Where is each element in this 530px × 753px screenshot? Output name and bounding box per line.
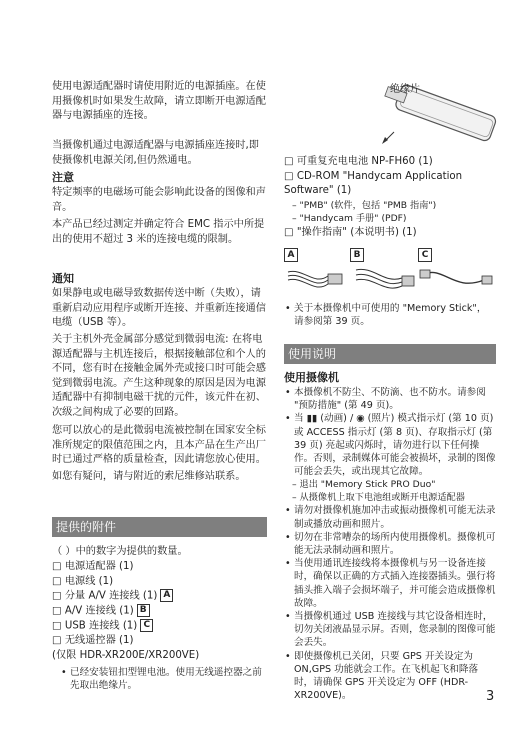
list-item: • 当摄像机通过 USB 连接线与其它设备相连时，切勿关闭液晶显示屏。否则，您录制的图像可能会丢失。 xyxy=(284,610,496,650)
page-number: 3 xyxy=(486,689,495,704)
accessories-list xyxy=(52,560,267,664)
cd-sub-2: – "Handycam 手册" (PDF) xyxy=(292,213,407,224)
list-item: □ 无线遥控器 (1) xyxy=(52,635,134,647)
sub-item: – 退出 "Memory Stick PRO Duo" xyxy=(292,479,436,491)
insulation-label: 绝缘片 xyxy=(390,84,420,95)
section-usage-title: 使用说明 xyxy=(284,344,496,364)
paragraph-power-outlet: 使用电源适配器时请使用附近的电源插座。在使用摄像机时如果发生故障，请立即断开电源适配器与电源插座的连接。 xyxy=(52,81,266,122)
list-item: □ 分量 A/V 连接线 (1) A xyxy=(52,589,267,604)
label-c-tag: C xyxy=(140,619,153,632)
usage-bullets xyxy=(284,386,496,702)
list-item: □ CD-ROM "Handycam Application Software" (1) xyxy=(284,170,463,197)
cable-label-c: C xyxy=(418,248,432,262)
cable-label-b: B xyxy=(350,248,364,262)
paragraph-emc: 本产品已经过测定并确定符合 EMC 指示中所提出的使用不超过 3 米的连接电缆的限制。 xyxy=(52,219,265,245)
battery-note: • 已经安装钮扣型锂电池。使用无线遥控器之前先取出绝缘片。 xyxy=(60,666,270,692)
cables-illustration xyxy=(284,262,496,296)
label-b-tag: B xyxy=(137,604,150,617)
accessories-list-continued xyxy=(284,155,496,199)
paragraph-emf: 特定频率的电磁场可能会影响此设备的图像和声音。 xyxy=(52,187,266,213)
section-accessories-title: 提供的附件 xyxy=(52,517,267,537)
list-item: • 即使摄像机已关闭，只要 GPS 开关设定为 ON,GPS 功能就会工作。在飞机起飞和降落时，请确保 GPS 开关设定为 OFF (HDR-XR200VE)。 xyxy=(284,650,496,703)
list-item: • 请勿对摄像机施加冲击或振动摄像机可能无法录制或播放动画和照片。 xyxy=(284,504,496,530)
heading-attention: 注意 xyxy=(52,171,74,184)
list-item: □ 可重复充电电池 NP-FH60 (1) xyxy=(284,156,433,167)
list-item: (仅限 HDR-XR200E/XR200VE) xyxy=(52,650,200,662)
paragraph-contact: 如您有疑问，请与附近的索尼维修站联系。 xyxy=(52,471,246,482)
paragraph-safety: 您可以放心的是此微弱电流被控制在国家安全标准所规定的限值范围之内，且本产品在生产出厂时已通过严格的质量检查，因此请您放心使用。 xyxy=(52,425,266,466)
label-a-tag: A xyxy=(160,589,173,602)
list-item: □ 电源线 (1) xyxy=(52,575,114,587)
sub-item: – 从摄像机上取下电池组或断开电源适配器 xyxy=(292,492,465,504)
paragraph-power-on: 当摄像机通过电源适配器与电源插座连接时,即使摄像机电源关闭,但仍然通电。 xyxy=(52,140,259,166)
accessories-intro: （ ）中的数字为提供的数量。 xyxy=(52,546,188,557)
memory-stick-note: • 关于本摄像机中可使用的 "Memory Stick"，请参阅第 39 页。 xyxy=(284,302,494,328)
paragraph-current: 关于主机外壳金属部分感觉到微弱电流: 在将电源适配器与主机连接后，根据接触部位和个人的不同，您有时在接触金属外壳或接口时可能会感觉到微弱电流。产生这种现象的原因是因为电源适配器中有抑制电磁干扰的元件，该元件在初、次级之间构成了必要的回路。 xyxy=(52,334,266,418)
paragraph-static: 如果静电或电磁导致数据传送中断（失败），请重新启动应用程序或断开连接、并重新连接通信电缆（USB 等）。 xyxy=(52,288,266,329)
list-item: □ USB 连接线 (1) C xyxy=(52,619,267,634)
list-item: • 当 ▮▮ (动画) / ◉ (照片) 模式指示灯 (第 10 页) 或 ACCESS 指示灯 (第 8 页)、存取指示灯 (第 39 页) 亮起或闪烁时，请勿进行以下任何操作。否则，录制媒体可能会被损坏，录制的图像可能会丢失，或出现其它故障。 xyxy=(284,412,496,478)
list-item: □ A/V 连接线 (1) B xyxy=(52,604,267,619)
list-item: • 当使用通讯连接线将本摄像机与另一设备连接时，确保以正确的方式插入连接器插头。强行将插头推入端子会损坏端子，并可能会造成摄像机故障。 xyxy=(284,557,496,610)
list-item: □ 电源适配器 (1) xyxy=(52,561,134,572)
list-item: □ "操作指南" (本说明书) (1) xyxy=(284,227,417,238)
heading-using-camera: 使用摄像机 xyxy=(284,371,339,384)
list-item: • 本摄像机不防尘、不防滴、也不防水。请参阅 "预防措施" (第 49 页)。 xyxy=(284,386,496,412)
cd-sub-1: – "PMB" (软件，包括 "PMB 指南") xyxy=(292,200,437,211)
cable-label-a: A xyxy=(284,248,298,262)
list-item: • 切勿在非常嘈杂的场所内使用摄像机。摄像机可能无法录制动画和照片。 xyxy=(284,531,496,557)
heading-notice: 通知 xyxy=(52,272,74,285)
